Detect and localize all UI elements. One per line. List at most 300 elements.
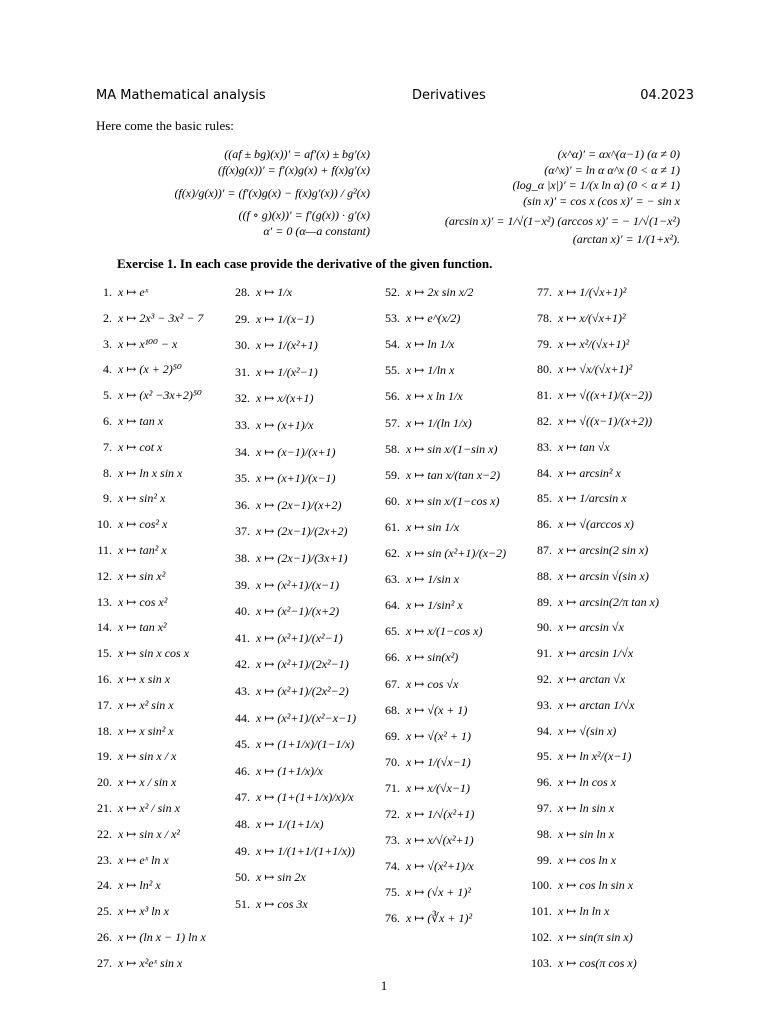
exercise-function: x ↦ 1/sin² x <box>406 598 463 613</box>
exercise-function: x ↦ 2x sin x/2 <box>406 285 474 299</box>
exercise-number: 77. <box>537 285 552 299</box>
exercise-number: 23. <box>97 852 112 867</box>
exercise-number: 21. <box>97 801 112 815</box>
exercise-item <box>528 900 609 922</box>
exercise-number: 27. <box>97 955 112 970</box>
exercise-item <box>226 414 313 436</box>
exercise-function: x ↦ ln x²/(x−1) <box>558 749 632 764</box>
exercise-function: x ↦ cos² x <box>118 517 168 532</box>
exercise-function: x ↦ x² sin x <box>118 697 174 712</box>
exercise-item <box>226 547 348 569</box>
exercise-item <box>528 281 626 303</box>
exercise-number: 5. <box>103 388 112 403</box>
exercise-item <box>528 591 659 613</box>
exercise-number: 17. <box>97 697 112 712</box>
rule-sin-cos: (sin x)′ = cos x (cos x)′ = − sin x <box>523 194 680 209</box>
exercise-number: 24. <box>97 878 112 893</box>
exercise-item <box>528 797 614 819</box>
exercise-item <box>528 333 629 355</box>
exercise-function: x ↦ tan² x <box>118 543 167 557</box>
page-header <box>96 88 694 106</box>
rule-constant: α′ = 0 (α—a constant) <box>263 224 370 239</box>
exercise-function: x ↦ (2x−1)/(x+2) <box>256 497 342 512</box>
exercise-item <box>226 893 308 915</box>
exercise-item <box>226 653 349 675</box>
rule-chain: ((f ∘ g)(x))′ = f′(g(x)) · g′(x) <box>238 208 370 223</box>
exercise-number: 65. <box>385 624 400 639</box>
exercise-item <box>88 720 174 742</box>
exercise-item <box>226 387 313 409</box>
exercise-number: 38. <box>235 551 250 565</box>
exercise-item <box>528 668 625 690</box>
exercise-function: x ↦ √(x² + 1) <box>406 728 471 743</box>
exercise-function: x ↦ x¹⁰⁰ − x <box>118 336 178 351</box>
exercise-number: 54. <box>385 337 400 352</box>
exercise-number: 25. <box>97 904 112 919</box>
exercise-number: 63. <box>385 572 400 587</box>
exercise-function: x ↦ √x/(√x+1)² <box>558 362 633 377</box>
exercise-function: x ↦ (1+1/x)/(1−1/x) <box>256 737 355 752</box>
exercise-item <box>528 539 648 561</box>
rule-linearity: ((af ± bg)(x))′ = af′(x) ± bg′(x) <box>224 147 370 161</box>
exercise-number: 18. <box>97 723 112 738</box>
exercise-function: x ↦ (x²+1)/(x−1) <box>256 577 340 592</box>
exercise-function: x ↦ ln² x <box>118 878 161 893</box>
exercise-function: x ↦ (1+1/x)/x <box>256 763 323 778</box>
exercise-item <box>88 384 202 406</box>
page-number: 1 <box>380 978 388 993</box>
exercise-number: 64. <box>385 598 400 613</box>
exercise-function: x ↦ cos 3x <box>256 896 308 911</box>
exercise-item <box>376 751 471 773</box>
exercise-number: 92. <box>537 672 552 686</box>
exercise-item <box>376 385 463 407</box>
exercise-number: 46. <box>235 763 250 778</box>
exercise-item <box>226 627 343 649</box>
exercise-item <box>528 642 633 664</box>
exercise-function: x ↦ arcsin(2/π tan x) <box>558 594 659 609</box>
exercise-item <box>226 361 318 383</box>
exercise-number: 28. <box>235 285 250 299</box>
exercise-number: 6. <box>103 414 112 428</box>
exercise-number: 7. <box>103 439 112 454</box>
exercise-function: x ↦ 1/x <box>256 285 293 299</box>
exercise-function: x ↦ 1/(x−1) <box>256 311 315 326</box>
exercise-function: x ↦ (x²+1)/(2x²−1) <box>256 657 349 672</box>
exercise-function: x ↦ √(arccos x) <box>558 517 634 532</box>
exercise-number: 19. <box>97 749 112 764</box>
exercise-item <box>376 777 470 799</box>
exercise-item <box>88 926 206 948</box>
exercise-number: 60. <box>385 493 400 508</box>
exercise-number: 94. <box>537 723 552 738</box>
exercise-function: x ↦ x² / sin x <box>118 801 180 815</box>
exercise-item <box>88 410 163 432</box>
exercise-number: 90. <box>537 620 552 635</box>
exercise-function: x ↦ x³ ln x <box>118 904 169 919</box>
exercise-number: 86. <box>537 517 552 532</box>
rule-arcsin-arccos: (arcsin x)′ = 1/√(1−x²) (arccos x)′ = − 1/√(1−x²) <box>444 213 680 228</box>
exercise-number: 37. <box>235 524 250 539</box>
exercise-item <box>226 281 292 303</box>
exercise-number: 8. <box>103 465 112 480</box>
exercise-number: 1. <box>103 285 112 299</box>
exercise-number: 53. <box>385 311 400 326</box>
exercise-function: x ↦ e^(x/2) <box>406 311 461 326</box>
exercise-number: 31. <box>235 364 250 379</box>
exercise-function: x ↦ eˣ ln x <box>118 852 169 867</box>
exercise-number: 50. <box>235 870 250 885</box>
exercise-number: 58. <box>385 441 400 456</box>
exercise-item <box>88 436 162 458</box>
exercise-item <box>376 359 454 381</box>
exercise-function: x ↦ arctan √x <box>558 672 626 686</box>
exercise-function: x ↦ 1/ln x <box>406 363 455 378</box>
exercise-item <box>226 760 323 782</box>
exercise-item <box>528 874 633 896</box>
exercise-item <box>528 926 633 948</box>
exercise-item <box>528 565 649 587</box>
exercise-item <box>226 520 348 542</box>
exercise-function: x ↦ sin ln x <box>558 826 615 841</box>
exercise-function: x ↦ 1/(x²+1) <box>256 338 318 353</box>
exercise-number: 78. <box>537 310 552 325</box>
exercise-number: 67. <box>385 676 400 691</box>
exercise-function: x ↦ (x+1)/x <box>256 418 314 432</box>
exercise-number: 66. <box>385 650 400 665</box>
exercise-function: x ↦ ln 1/x <box>406 337 455 352</box>
exercise-function: x ↦ sin x/(1−cos x) <box>406 493 500 508</box>
exercise-function: x ↦ 1/√(x²+1) <box>406 807 475 821</box>
exercise-item <box>88 797 180 819</box>
exercise-item <box>376 594 463 616</box>
exercise-item <box>376 412 472 434</box>
exercise-item <box>88 462 182 484</box>
exercise-number: 98. <box>537 826 552 841</box>
exercise-item <box>88 823 180 845</box>
exercise-number: 20. <box>97 775 112 790</box>
exercise-item <box>528 307 626 329</box>
exercise-number: 62. <box>385 546 400 560</box>
exercise-function: x ↦ sin x / x² <box>118 826 180 841</box>
exercise-function: x ↦ x/(√x−1) <box>406 780 471 795</box>
exercise-item <box>88 333 177 355</box>
exercise-item <box>226 733 354 755</box>
exercise-item <box>226 680 349 702</box>
exercise-item <box>376 464 500 486</box>
rule-arctan: (arctan x)′ = 1/(1+x²). <box>572 231 680 246</box>
exercise-function: x ↦ x²eˣ sin x <box>118 955 183 970</box>
exercise-function: x ↦ (x + 2)⁵⁰ <box>118 362 182 377</box>
exercise-number: 73. <box>385 833 400 848</box>
exercise-item <box>226 813 323 835</box>
exercise-function: x ↦ arcsin 1/√x <box>558 646 634 661</box>
exercise-number: 100. <box>531 878 552 893</box>
rule-quotient: (f(x)/g(x))′ = (f′(x)g(x) − f(x)g′(x)) / g²(x) <box>174 186 370 201</box>
exercise-function: x ↦ x / sin x <box>118 775 177 790</box>
exercise-number: 16. <box>97 672 112 686</box>
exercise-function: x ↦ 1/(√x−1) <box>406 754 471 769</box>
exercise-number: 71. <box>385 780 400 795</box>
exercise-number: 103. <box>531 955 552 970</box>
exercise-item <box>528 436 610 458</box>
exercise-item <box>528 358 632 380</box>
exercise-number: 52. <box>385 285 400 299</box>
exercise-function: x ↦ (x²−1)/(x+2) <box>256 604 340 619</box>
exercise-item <box>376 542 506 564</box>
exercise-number: 26. <box>97 930 112 944</box>
exercise-number: 10. <box>97 517 112 532</box>
exercise-item <box>88 642 189 664</box>
exercise-number: 40. <box>235 604 250 619</box>
exercise-function: x ↦ √(x + 1) <box>406 702 468 717</box>
rule-product: (f(x)g(x))′ = f′(x)g(x) + f(x)g′(x) <box>218 162 370 177</box>
exercise-number: 75. <box>385 885 400 900</box>
exercise-number: 97. <box>537 801 552 815</box>
exercise-number: 95. <box>537 749 552 764</box>
exercise-number: 35. <box>235 471 250 486</box>
exercise-function: x ↦ √((x+1)/(x−2)) <box>558 388 653 403</box>
exercise-item <box>226 334 318 356</box>
exercise-number: 81. <box>537 388 552 403</box>
exercise-number: 41. <box>235 630 250 645</box>
exercise-item <box>376 646 458 668</box>
exercise-number: 34. <box>235 444 250 459</box>
exercise-item <box>376 907 472 929</box>
exercise-item <box>528 823 614 845</box>
exercise-function: x ↦ arcsin √x <box>558 620 624 635</box>
exercise-item <box>226 494 342 516</box>
exercise-function: x ↦ (x²+1)/(x²−1) <box>256 630 343 645</box>
exercise-function: x ↦ tan √x <box>558 439 610 454</box>
exercise-item <box>226 574 339 596</box>
exercise-function: x ↦ (x−1)/(x+1) <box>256 444 336 459</box>
exercise-item <box>88 281 148 303</box>
exercise-item <box>376 333 454 355</box>
exercise-number: 4. <box>103 362 112 377</box>
exercise-item <box>376 490 499 512</box>
exercise-item <box>528 694 635 716</box>
exercise-number: 102. <box>531 930 552 944</box>
exercise-function: x ↦ 1/sin x <box>406 572 460 587</box>
exercise-function: x ↦ 1/(1+1/(1+1/x)) <box>256 843 355 858</box>
exercise-function: x ↦ cos ln sin x <box>558 878 634 893</box>
exercise-number: 14. <box>97 620 112 635</box>
exercise-item <box>88 307 203 329</box>
exercise-item <box>88 591 167 613</box>
exercise-function: x ↦ sin(π sin x) <box>558 930 633 944</box>
intro-text: Here come the basic rules: <box>96 118 234 133</box>
exercise-item <box>376 620 482 642</box>
exercise-number: 48. <box>235 817 250 831</box>
exercise-item <box>88 539 167 561</box>
exercise-function: x ↦ sin² x <box>118 491 166 506</box>
exercise-number: 13. <box>97 594 112 609</box>
exercise-function: x ↦ 1/(ln 1/x) <box>406 415 472 430</box>
exercise-number: 43. <box>235 684 250 698</box>
topic-title: Derivatives <box>412 88 486 103</box>
exercise-number: 2. <box>103 310 112 325</box>
document-date: 04.2023 <box>640 88 694 103</box>
exercise-function: x ↦ x sin x <box>118 672 171 686</box>
exercise-item <box>528 487 627 509</box>
exercise-item <box>88 900 169 922</box>
exercise-item <box>376 803 474 825</box>
exercise-function: x ↦ arcsin² x <box>558 465 621 480</box>
exercise-item <box>528 410 652 432</box>
exercise-function: x ↦ sin x / x <box>118 749 177 764</box>
exercise-item <box>88 616 167 638</box>
exercise-function: x ↦ cot x <box>118 439 163 454</box>
exercise-number: 29. <box>235 311 250 326</box>
exercise-item <box>226 600 339 622</box>
exercise-number: 3. <box>103 336 112 351</box>
exercise-item <box>528 616 624 638</box>
exercise-item <box>88 358 182 380</box>
exercise-function: x ↦ x²/(√x+1)² <box>558 336 630 351</box>
exercise-function: x ↦ (x² −3x+2)⁵⁰ <box>118 388 202 403</box>
exercise-item <box>226 707 356 729</box>
exercise-number: 36. <box>235 497 250 512</box>
exercise-number: 96. <box>537 775 552 790</box>
exercise-function: x ↦ (√x + 1)² <box>406 885 471 900</box>
exercise-item <box>88 952 182 974</box>
exercise-number: 74. <box>385 859 400 874</box>
exercise-function: x ↦ (1+(1+1/x)/x)/x <box>256 790 354 805</box>
exercise-number: 91. <box>537 646 552 661</box>
exercise-item <box>88 874 161 896</box>
exercise-number: 45. <box>235 737 250 752</box>
exercise-function: x ↦ tan x/(tan x−2) <box>406 467 501 482</box>
exercise-number: 39. <box>235 577 250 592</box>
exercise-item <box>88 849 169 871</box>
exercise-item <box>376 516 459 538</box>
exercise-function: x ↦ 1/(x²−1) <box>256 364 318 379</box>
exercise-function: x ↦ ln sin x <box>558 801 615 815</box>
exercise-function: x ↦ sin 1/x <box>406 519 460 534</box>
exercise-number: 55. <box>385 363 400 378</box>
exercise-number: 89. <box>537 594 552 609</box>
exercise-function: x ↦ 1/(√x+1)² <box>558 285 627 299</box>
exercise-item <box>376 881 471 903</box>
exercise-number: 33. <box>235 418 250 432</box>
exercise-number: 30. <box>235 338 250 353</box>
exercise-item <box>88 694 174 716</box>
exercise-function: x ↦ arcsin √(sin x) <box>558 568 649 583</box>
exercise-function: x ↦ x sin² x <box>118 723 174 738</box>
exercise-item <box>376 699 467 721</box>
exercise-function: x ↦ (2x−1)/(2x+2) <box>256 524 348 539</box>
exercise-function: x ↦ arcsin(2 sin x) <box>558 543 649 557</box>
exercise-function: x ↦ ln cos x <box>558 775 617 790</box>
exercise-function: x ↦ √(x²+1)/x <box>406 859 474 874</box>
exercise-function: x ↦ (∛x + 1)² <box>406 911 473 926</box>
course-name: MA Mathematical analysis <box>96 88 266 103</box>
exercise-number: 42. <box>235 657 250 672</box>
exercise-item <box>226 308 314 330</box>
exercise-item <box>376 568 459 590</box>
exercise-item <box>88 771 176 793</box>
exercise-number: 84. <box>537 465 552 480</box>
exercise-number: 101. <box>531 904 552 919</box>
exercise-item <box>376 725 471 747</box>
exercise-item <box>226 866 306 888</box>
exercise-number: 72. <box>385 807 400 821</box>
exercise-item <box>376 438 497 460</box>
exercise-function: x ↦ sin x cos x <box>118 646 190 661</box>
exercise-item <box>226 467 336 489</box>
exercise-item <box>88 668 170 690</box>
exercise-item <box>226 840 355 862</box>
exercise-number: 32. <box>235 391 250 406</box>
exercise-function: x ↦ 1/(1+1/x) <box>256 817 324 831</box>
exercise-number: 22. <box>97 826 112 841</box>
exercise-function: x ↦ ln ln x <box>558 904 610 919</box>
exercise-item <box>376 281 473 303</box>
exercise-item <box>88 487 165 509</box>
exercise-function: x ↦ sin(x²) <box>406 650 459 665</box>
exercise-item <box>88 513 167 535</box>
exercise-number: 11. <box>97 543 112 557</box>
exercise-item <box>528 771 616 793</box>
exercise-function: x ↦ tan x <box>118 414 164 428</box>
exercise-number: 76. <box>385 911 400 926</box>
exercise-function: x ↦ sin 2x <box>256 870 306 885</box>
exercise-number: 99. <box>537 852 552 867</box>
exercise-number: 12. <box>97 568 112 583</box>
exercise-function: x ↦ cos x² <box>118 594 168 609</box>
exercise-function: x ↦ arctan 1/√x <box>558 697 635 712</box>
exercise-item <box>528 384 652 406</box>
exercise-function: x ↦ x/√(x²+1) <box>406 833 474 848</box>
exercise-function: x ↦ (ln x − 1) ln x <box>118 930 206 944</box>
exercise-number: 85. <box>537 491 552 506</box>
exercise-item <box>376 307 460 329</box>
exercise-function: x ↦ √(sin x) <box>558 723 617 738</box>
exercise-number: 69. <box>385 728 400 743</box>
exercise-number: 15. <box>97 646 112 661</box>
exercise-number: 87. <box>537 543 552 557</box>
exercise-item <box>528 745 631 767</box>
basic-rules-left <box>138 147 370 240</box>
exercise-item <box>88 565 165 587</box>
exercise-item <box>376 855 474 877</box>
exercise-function: x ↦ (2x−1)/(3x+1) <box>256 551 348 565</box>
basic-rules-right <box>392 147 680 248</box>
exercise-item <box>226 441 336 463</box>
exercise-function: x ↦ ln x sin x <box>118 465 183 480</box>
exercise-item <box>376 673 458 695</box>
exercise-item <box>528 462 621 484</box>
exercise-function: x ↦ tan x² <box>118 620 167 635</box>
exercise-item <box>88 745 176 767</box>
exercise-number: 56. <box>385 389 400 404</box>
exercise-item <box>528 952 637 974</box>
exercise-number: 49. <box>235 843 250 858</box>
exercise-function: x ↦ sin x/(1−sin x) <box>406 441 498 456</box>
exercise-number: 93. <box>537 697 552 712</box>
exercise-function: x ↦ x ln 1/x <box>406 389 463 404</box>
exercise-item <box>528 513 634 535</box>
exercise-function: x ↦ (x²+1)/(2x²−2) <box>256 684 349 698</box>
exercise-number: 83. <box>537 439 552 454</box>
exercise-title: Exercise 1. In each case provide the derivative of the given function. <box>117 256 493 271</box>
exercise-function: x ↦ cos √x <box>406 676 459 691</box>
exercise-function: x ↦ 1/arcsin x <box>558 491 627 506</box>
exercise-number: 9. <box>103 491 112 506</box>
exercise-number: 70. <box>385 754 400 769</box>
rule-power: (x^α)′ = αx^(α−1) (α ≠ 0) <box>557 147 680 161</box>
